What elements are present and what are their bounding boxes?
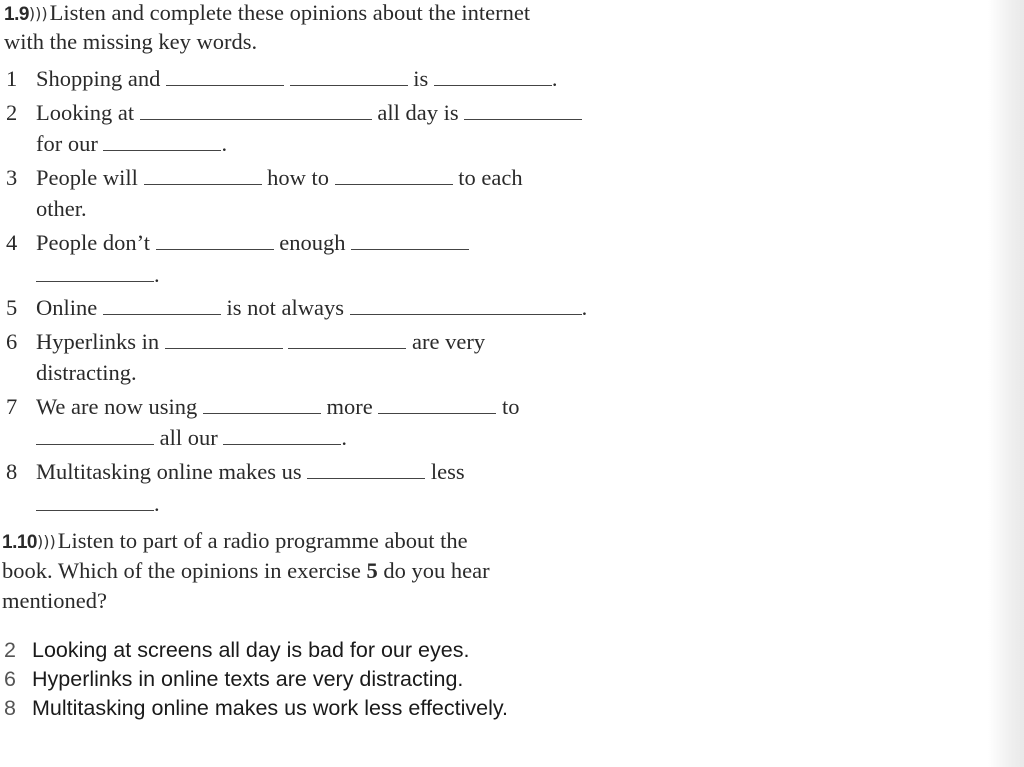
exercise-b-number: 1.10 <box>2 532 37 553</box>
answer-blank[interactable] <box>36 273 154 282</box>
exercise-b-instruction-cont: book. Which of the opinions in exercise 5 do you hear <box>2 558 490 583</box>
answer-blank[interactable] <box>165 340 283 349</box>
exercise-b-instruction-cont: mentioned? <box>2 588 107 613</box>
answer-blank[interactable] <box>223 436 341 445</box>
list-item-cont: other. <box>36 196 87 221</box>
answer-blank[interactable] <box>144 176 262 185</box>
answer-blank[interactable] <box>350 306 582 315</box>
answer-blank[interactable] <box>36 502 154 511</box>
answer-blank[interactable] <box>156 241 274 250</box>
answer-blank[interactable] <box>288 340 406 349</box>
answer-blank[interactable] <box>166 77 284 86</box>
page-edge-shadow <box>988 0 1024 767</box>
answer-blank[interactable] <box>140 111 372 120</box>
answer-blank[interactable] <box>464 111 582 120</box>
list-item-cont: . <box>36 489 160 519</box>
answer-blank[interactable] <box>307 470 425 479</box>
answer-blank[interactable] <box>335 176 453 185</box>
audio-waves-icon: ))) <box>36 532 56 551</box>
exercise-a-number: 1.9 <box>4 4 29 25</box>
answer-blank[interactable] <box>290 77 408 86</box>
list-item-cont: distracting. <box>36 360 137 385</box>
answer-blank[interactable] <box>434 77 552 86</box>
answer-blank[interactable] <box>103 142 221 151</box>
answer-blank[interactable] <box>203 405 321 414</box>
worksheet-page: 1.9)))Listen and complete these opinions about the internet with the missing key words. 1 Shopping and is . 2 Looking at all day is for our . 3 People will how to to each other. 4 People don’t enough . 5 Online is not always . 6 Hyperlinks in are very distracting. 7 We are now using more to all our . 8 Multitasking online makes us less . 1.10)))Listen to part of a radio programme about the book. Which of the opinions in exercise 5 do you hear mentioned? 2 Looking at screens all day is bad for our eyes. 6 Hyperlinks in online texts are very distracting. 8 Multitasking online makes us work less effectively. <box>0 0 1024 767</box>
answer-blank[interactable] <box>351 241 469 250</box>
list-item-cont: . <box>36 260 160 290</box>
answer-blank[interactable] <box>36 436 154 445</box>
answer-blank[interactable] <box>103 306 221 315</box>
audio-waves-icon: ))) <box>28 4 48 23</box>
exercise-a-instruction-cont: with the missing key words. <box>4 29 258 54</box>
list-item-cont: for our . <box>36 131 228 156</box>
exercise-a-instruction: 1.9)))Listen and complete these opinions about the internet <box>4 0 530 30</box>
answer-blank[interactable] <box>378 405 496 414</box>
exercise-b-instruction: 1.10)))Listen to part of a radio programme about the <box>2 526 468 558</box>
list-item-cont: all our . <box>36 423 347 453</box>
